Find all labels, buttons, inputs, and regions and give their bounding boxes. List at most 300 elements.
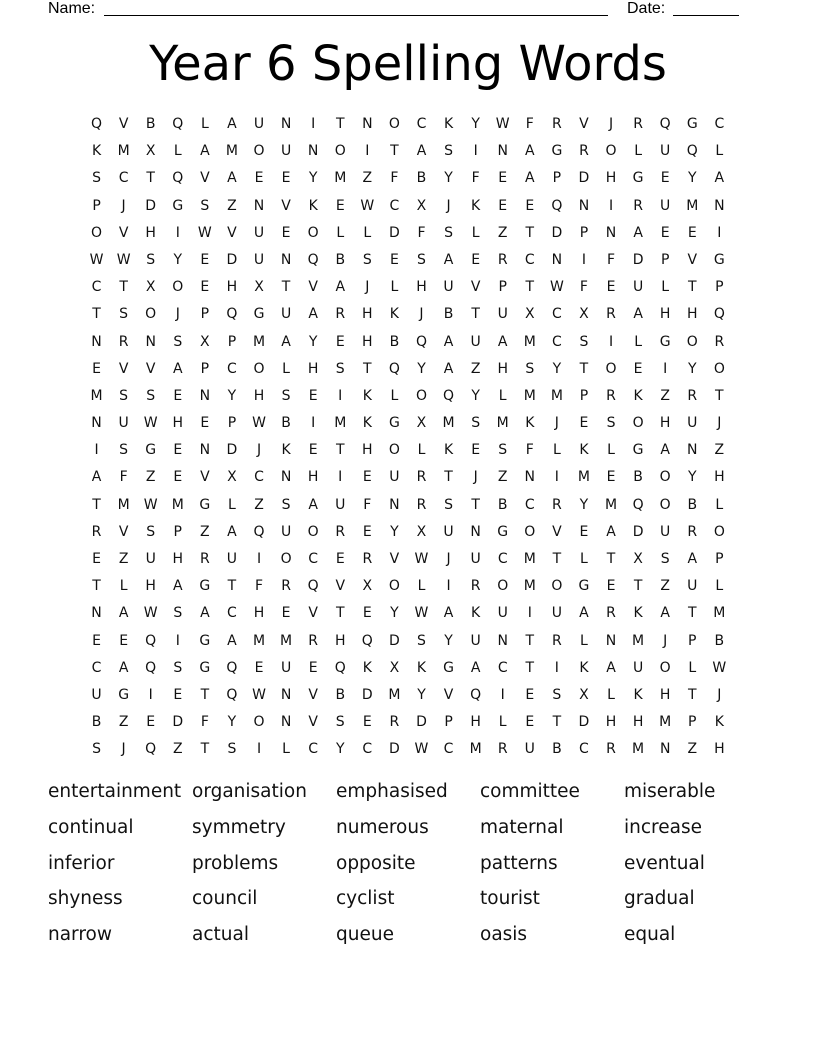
grid-letter: Y <box>687 360 697 377</box>
grid-letter: K <box>362 387 372 404</box>
grid-letter: S <box>417 632 426 649</box>
grid-letter: R <box>714 333 725 350</box>
grid-letter: Y <box>552 360 562 377</box>
grid-letter: S <box>417 251 426 268</box>
grid-letter: S <box>146 523 156 540</box>
grid-letter: O <box>415 387 427 404</box>
grid-letter: T <box>552 714 562 731</box>
grid-letter: K <box>579 659 589 676</box>
grid-letter: L <box>173 143 182 160</box>
grid-letter: C <box>497 659 508 676</box>
grid-letter: E <box>525 197 535 214</box>
grid-letter: E <box>579 415 589 432</box>
grid-letter: B <box>497 496 508 513</box>
grid-letter: I <box>554 659 559 676</box>
grid-letter: I <box>311 415 316 432</box>
grid-letter: R <box>552 496 562 513</box>
grid-letter: W <box>712 659 727 676</box>
grid-letter: I <box>608 333 614 350</box>
grid-letter: S <box>92 170 101 187</box>
grid-letter: E <box>200 279 210 296</box>
grid-letter: R <box>362 551 373 567</box>
grid-letter: W <box>414 741 429 758</box>
grid-letter: N <box>280 469 292 486</box>
grid-letter: F <box>579 279 588 296</box>
grid-letter: M <box>117 143 130 160</box>
grid-letter: U <box>145 551 156 567</box>
grid-letter: P <box>200 360 210 377</box>
grid-letter: U <box>660 143 671 160</box>
grid-letter: Z <box>254 496 264 513</box>
grid-letter: R <box>552 116 562 132</box>
grid-letter: C <box>579 741 589 758</box>
grid-letter: B <box>145 116 156 132</box>
grid-letter: G <box>199 578 211 595</box>
grid-letter: R <box>579 143 589 160</box>
grid-letter: C <box>227 360 237 377</box>
grid-letter: H <box>632 714 644 731</box>
grid-letter: V <box>227 224 237 241</box>
grid-letter: N <box>280 686 292 703</box>
grid-letter: C <box>443 741 454 758</box>
grid-letter: U <box>280 659 292 676</box>
grid-letter: K <box>362 659 372 676</box>
grid-letter: H <box>470 714 481 731</box>
grid-letter: N <box>362 116 373 132</box>
grid-letter: T <box>471 306 480 323</box>
grid-letter: I <box>365 143 370 160</box>
grid-letter: O <box>388 442 400 459</box>
grid-letter: G <box>497 523 509 540</box>
grid-letter: U <box>497 306 508 323</box>
grid-letter: H <box>145 578 156 595</box>
grid-letter: T <box>146 170 155 187</box>
grid-letter: U <box>632 659 644 676</box>
grid-letter: X <box>254 279 264 296</box>
grid-letter: H <box>334 632 346 649</box>
word-bank-word: shyness <box>48 888 123 910</box>
grid-letter: J <box>717 415 722 432</box>
grid-letter: U <box>253 116 265 132</box>
grid-letter: E <box>606 578 616 595</box>
grid-letter: Z <box>714 442 725 459</box>
grid-letter: A <box>443 333 454 350</box>
grid-letter: F <box>525 442 534 459</box>
grid-letter: X <box>389 659 400 676</box>
grid-letter: I <box>148 686 153 703</box>
grid-letter: Y <box>390 605 399 622</box>
grid-letter: H <box>253 605 265 622</box>
grid-letter: A <box>525 170 535 187</box>
grid-letter: P <box>660 251 670 268</box>
word-bank-word: gradual <box>624 888 695 910</box>
grid-letter: K <box>633 686 643 703</box>
date-label: Date: <box>627 0 666 17</box>
grid-letter: B <box>714 632 725 649</box>
grid-letter: F <box>417 224 426 241</box>
grid-letter: Y <box>417 686 426 703</box>
grid-letter: A <box>687 551 698 567</box>
grid-letter: Y <box>227 387 237 404</box>
grid-letter: E <box>200 251 210 268</box>
grid-letter: R <box>335 523 346 540</box>
grid-letter: A <box>227 170 237 187</box>
grid-letter: V <box>579 116 589 132</box>
grid-letter: O <box>686 333 698 350</box>
grid-letter: I <box>663 360 668 377</box>
grid-letter: L <box>715 143 724 160</box>
grid-letter: H <box>605 170 617 187</box>
grid-letter: Z <box>200 523 210 540</box>
grid-letter: M <box>117 496 130 513</box>
grid-letter: N <box>280 714 292 731</box>
grid-letter: I <box>473 143 478 160</box>
grid-letter: E <box>660 224 670 241</box>
grid-letter: Q <box>226 686 238 703</box>
grid-letter: M <box>713 605 726 622</box>
grid-row <box>83 467 733 494</box>
grid-letter: V <box>281 197 291 214</box>
grid-letter: Q <box>226 659 238 676</box>
grid-letter: M <box>334 170 347 187</box>
grid-letter: S <box>444 143 453 160</box>
grid-letter: E <box>362 714 372 731</box>
grid-letter: O <box>659 496 671 513</box>
grid-letter: F <box>525 116 534 132</box>
grid-letter: A <box>308 306 318 323</box>
grid-letter: K <box>443 116 454 132</box>
grid-letter: O <box>605 360 617 377</box>
grid-letter: L <box>580 632 588 649</box>
word-bank-word: queue <box>336 924 394 946</box>
grid-letter: H <box>362 306 373 323</box>
grid-letter: Y <box>444 170 453 187</box>
grid-letter: A <box>579 605 589 622</box>
grid-letter: N <box>470 523 481 540</box>
grid-letter: M <box>225 143 238 160</box>
grid-letter: D <box>389 632 400 649</box>
grid-letter: Q <box>388 360 400 377</box>
grid-letter: J <box>663 632 668 649</box>
word-bank-word: maternal <box>480 816 564 838</box>
grid-letter: U <box>335 496 346 513</box>
grid-letter: E <box>389 251 399 268</box>
grid-letter: K <box>281 442 291 459</box>
grid-letter: R <box>687 523 698 540</box>
grid-letter: T <box>200 741 210 758</box>
grid-letter: J <box>446 197 451 214</box>
grid-letter: V <box>145 360 156 377</box>
grid-letter: E <box>606 469 616 486</box>
word-bank-word: inferior <box>48 852 115 874</box>
grid-letter: X <box>416 523 427 540</box>
word-bank-word: organisation <box>192 781 307 802</box>
grid-letter: V <box>308 714 318 731</box>
grid-letter: M <box>523 387 536 404</box>
grid-letter: V <box>118 224 129 241</box>
grid-letter: E <box>525 714 535 731</box>
grid-letter: O <box>334 143 346 160</box>
grid-letter: A <box>172 360 183 377</box>
grid-letter: S <box>119 442 129 459</box>
grid-letter: N <box>605 224 617 241</box>
grid-letter: G <box>551 143 563 160</box>
word-bank-row <box>48 815 768 851</box>
word-bank-word: miserable <box>624 781 716 802</box>
grid-letter: I <box>311 116 316 132</box>
grid-letter: S <box>606 415 616 432</box>
grid-letter: A <box>606 659 616 676</box>
grid-letter: L <box>661 279 670 296</box>
grid-letter: J <box>121 741 126 758</box>
grid-letter: Q <box>145 632 157 649</box>
grid-letter: S <box>525 360 535 377</box>
grid-letter: R <box>633 116 643 132</box>
grid-letter: W <box>143 496 158 513</box>
grid-letter: G <box>632 170 644 187</box>
grid-letter: D <box>551 224 563 241</box>
letter-grid <box>83 114 733 767</box>
grid-letter: C <box>389 197 400 214</box>
grid-letter: T <box>552 551 562 567</box>
grid-letter: L <box>715 578 724 595</box>
grid-letter: L <box>119 578 128 595</box>
grid-letter: O <box>632 415 644 432</box>
grid-letter: T <box>687 279 697 296</box>
word-bank-word: patterns <box>480 852 558 874</box>
grid-letter: H <box>307 360 319 377</box>
grid-letter: R <box>687 387 698 404</box>
grid-letter: A <box>443 251 454 268</box>
grid-letter: Y <box>471 387 480 404</box>
grid-letter: X <box>145 143 156 160</box>
grid-letter: T <box>606 551 616 567</box>
word-bank-word: emphasised <box>336 781 448 802</box>
grid-letter: S <box>335 714 345 731</box>
grid-letter: X <box>524 306 535 323</box>
grid-letter: U <box>118 415 129 432</box>
grid-letter: F <box>471 170 480 187</box>
grid-letter: E <box>362 605 372 622</box>
grid-letter: T <box>525 224 535 241</box>
grid-letter: V <box>443 686 454 703</box>
grid-letter: S <box>335 360 345 377</box>
grid-letter: Z <box>227 197 237 214</box>
grid-letter: O <box>388 578 400 595</box>
grid-letter: E <box>119 632 129 649</box>
grid-letter: O <box>713 523 725 540</box>
grid-letter: E <box>308 387 318 404</box>
grid-letter: W <box>414 605 429 622</box>
grid-letter: V <box>118 360 129 377</box>
grid-letter: E <box>660 170 670 187</box>
grid-letter: Q <box>91 116 103 132</box>
grid-letter: Y <box>687 170 697 187</box>
grid-letter: Y <box>227 714 237 731</box>
grid-letter: A <box>525 143 535 160</box>
grid-letter: L <box>200 116 209 132</box>
name-blank-line <box>104 0 608 16</box>
grid-letter: E <box>92 360 101 377</box>
grid-letter: E <box>146 714 156 731</box>
grid-letter: U <box>524 741 535 758</box>
word-bank <box>48 779 768 958</box>
grid-letter: P <box>92 197 101 214</box>
grid-letter: R <box>606 741 616 758</box>
grid-letter: H <box>362 333 373 350</box>
grid-letter: U <box>470 632 481 649</box>
grid-row <box>83 739 733 766</box>
grid-letter: E <box>92 632 101 649</box>
grid-row <box>83 440 733 467</box>
grid-letter: E <box>525 686 535 703</box>
grid-letter: E <box>173 469 183 486</box>
grid-letter: A <box>497 333 508 350</box>
grid-letter: K <box>443 442 454 459</box>
grid-letter: B <box>335 686 346 703</box>
grid-letter: U <box>470 333 481 350</box>
grid-letter: Y <box>471 116 480 132</box>
grid-letter: O <box>91 224 103 241</box>
grid-letter: O <box>713 360 725 377</box>
grid-letter: E <box>687 224 697 241</box>
grid-letter: B <box>281 415 291 432</box>
grid-letter: O <box>605 143 617 160</box>
grid-letter: O <box>253 143 265 160</box>
grid-letter: X <box>579 306 589 323</box>
grid-letter: D <box>578 170 590 187</box>
grid-letter: W <box>89 251 104 268</box>
grid-letter: I <box>94 442 99 459</box>
name-label: Name: <box>48 0 96 17</box>
grid-letter: K <box>579 442 589 459</box>
grid-letter: R <box>606 387 616 404</box>
header-fields <box>48 0 748 20</box>
grid-letter: N <box>578 197 590 214</box>
grid-letter: L <box>688 659 697 676</box>
grid-letter: L <box>607 442 615 459</box>
grid-letter: C <box>362 741 373 758</box>
grid-letter: R <box>335 306 346 323</box>
grid-letter: B <box>633 469 643 486</box>
grid-letter: E <box>633 360 643 377</box>
grid-letter: I <box>256 741 262 758</box>
grid-letter: U <box>632 279 644 296</box>
grid-letter: I <box>256 551 262 567</box>
grid-letter: S <box>471 415 481 432</box>
word-bank-row <box>48 851 768 887</box>
grid-letter: U <box>470 551 481 567</box>
grid-letter: B <box>687 496 698 513</box>
grid-row <box>83 386 733 413</box>
grid-letter: Z <box>470 360 481 377</box>
grid-letter: Q <box>172 116 184 132</box>
grid-letter: P <box>688 632 697 649</box>
grid-letter: C <box>91 279 102 296</box>
grid-letter: T <box>92 578 101 595</box>
grid-letter: A <box>118 659 129 676</box>
grid-row <box>83 631 733 658</box>
grid-letter: V <box>335 578 346 595</box>
grid-letter: Y <box>335 741 345 758</box>
word-bank-word: entertainment <box>48 781 182 802</box>
grid-letter: A <box>118 605 129 622</box>
grid-letter: H <box>659 415 671 432</box>
grid-letter: K <box>525 415 535 432</box>
grid-letter: K <box>471 197 481 214</box>
grid-letter: O <box>551 578 563 595</box>
grid-letter: C <box>91 659 102 676</box>
word-bank-word: continual <box>48 816 134 838</box>
grid-letter: S <box>362 251 372 268</box>
grid-letter: N <box>605 632 617 649</box>
grid-letter: O <box>659 469 671 486</box>
grid-letter: Z <box>145 469 156 486</box>
grid-letter: Q <box>632 496 644 513</box>
grid-letter: G <box>199 496 211 513</box>
grid-letter: T <box>363 360 372 377</box>
grid-letter: O <box>307 224 319 241</box>
grid-letter: Y <box>173 251 183 268</box>
word-bank-word: opposite <box>336 852 416 874</box>
grid-letter: I <box>338 469 343 486</box>
grid-letter: E <box>335 197 345 214</box>
grid-letter: J <box>256 442 262 459</box>
grid-letter: F <box>606 251 616 268</box>
grid-letter: G <box>199 632 211 649</box>
grid-letter: N <box>307 143 319 160</box>
grid-letter: U <box>660 197 671 214</box>
grid-letter: H <box>714 469 725 486</box>
grid-letter: K <box>308 197 318 214</box>
grid-letter: T <box>119 279 128 296</box>
grid-letter: B <box>389 333 400 350</box>
grid-letter: Z <box>660 387 670 404</box>
grid-letter: E <box>335 333 345 350</box>
grid-letter: S <box>146 387 156 404</box>
grid-letter: T <box>227 578 237 595</box>
grid-letter: K <box>714 714 724 731</box>
grid-letter: E <box>471 251 481 268</box>
grid-row <box>83 522 733 549</box>
grid-letter: P <box>552 170 562 187</box>
grid-letter: J <box>365 279 370 296</box>
grid-letter: M <box>523 333 536 350</box>
grid-letter: X <box>145 279 156 296</box>
grid-letter: D <box>632 251 644 268</box>
grid-letter: N <box>91 333 102 350</box>
grid-letter: T <box>579 360 589 377</box>
grid-letter: C <box>118 170 129 187</box>
grid-letter: E <box>281 605 291 622</box>
grid-letter: N <box>199 387 211 404</box>
grid-letter: N <box>280 251 292 268</box>
word-bank-word: numerous <box>336 816 429 838</box>
grid-letter: Q <box>443 387 455 404</box>
grid-letter: C <box>551 306 562 323</box>
grid-letter: L <box>336 224 345 241</box>
grid-letter: R <box>470 578 481 595</box>
grid-row <box>83 359 733 386</box>
grid-letter: W <box>252 686 266 703</box>
grid-letter: M <box>659 714 672 731</box>
grid-letter: S <box>92 741 101 758</box>
grid-letter: R <box>416 469 427 486</box>
grid-letter: M <box>632 632 645 649</box>
grid-letter: G <box>172 197 184 214</box>
grid-letter: Q <box>226 306 238 323</box>
grid-letter: B <box>552 741 562 758</box>
